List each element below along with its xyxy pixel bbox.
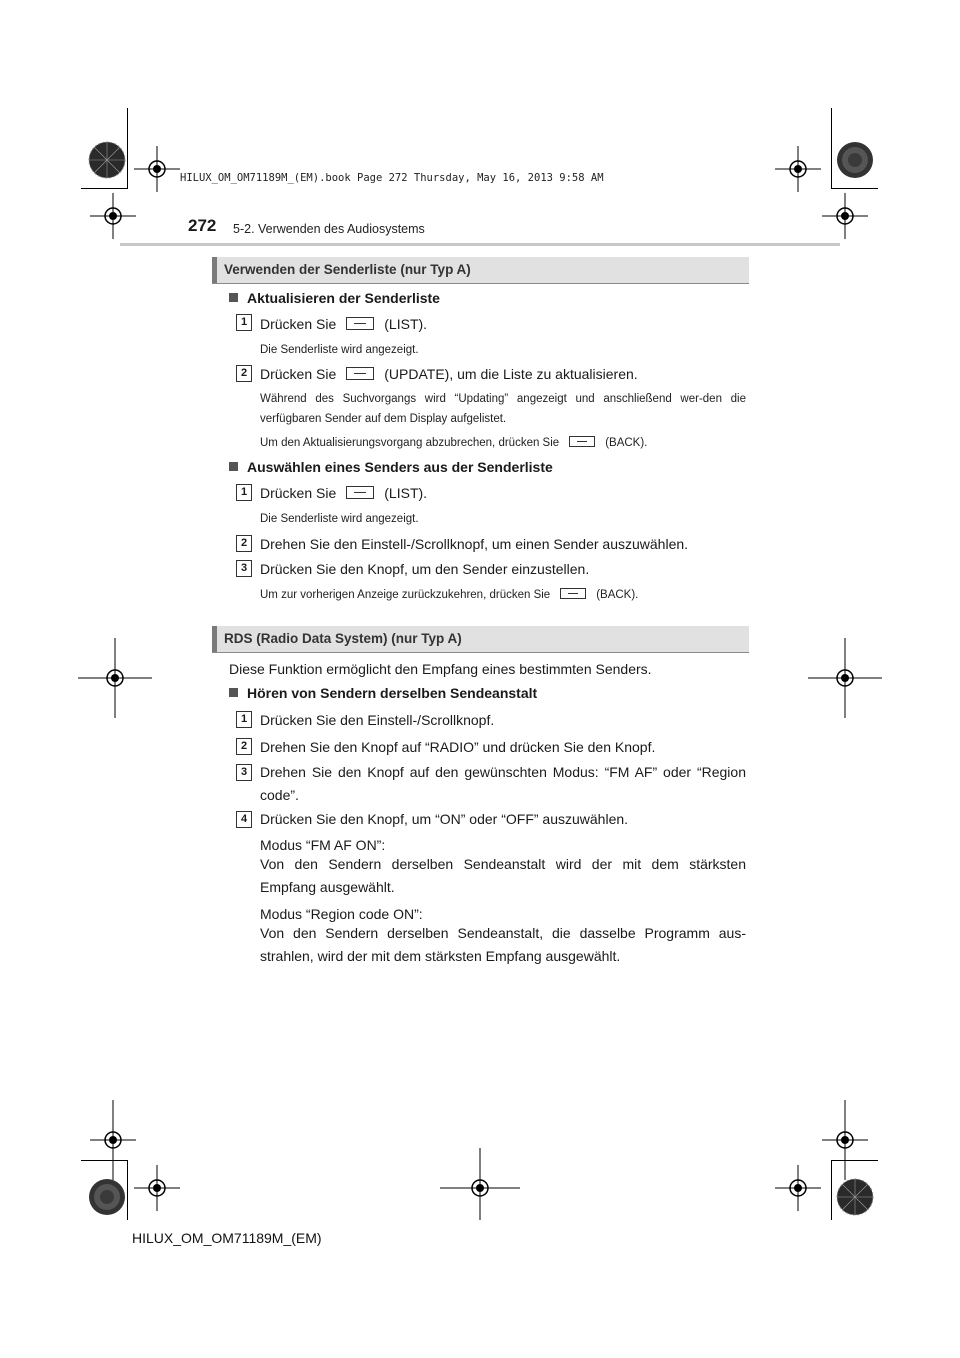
section-title: RDS (Radio Data System) (nur Typ A) — [224, 631, 462, 646]
registration-mark-icon — [822, 1100, 868, 1180]
starburst-target-icon — [836, 1178, 874, 1216]
registration-mark-icon — [775, 146, 821, 192]
crop-mark — [831, 188, 878, 189]
mode-description: Von den Sendern derselben Sendeanstalt, die dasselbe Programm aus-strahlen, wird der mit dem stärksten Empfang ausgewählt. — [260, 925, 746, 964]
square-bullet-icon — [229, 688, 238, 697]
page-number: 272 — [188, 216, 217, 235]
step-text: Drehen Sie den Knopf auf den gewünschten Modus: “FM AF” oder “Region code”. — [260, 764, 746, 803]
section-header: 5-2. Verwenden des Audiosystems — [233, 222, 425, 236]
section-title-bar — [212, 626, 749, 653]
button-key-icon — [346, 367, 374, 380]
button-key-icon — [560, 588, 586, 599]
step-number-box: 1 — [236, 484, 252, 501]
button-key-icon — [346, 317, 374, 330]
note-text-part: (BACK). — [605, 437, 648, 449]
step-number-box: 2 — [236, 535, 252, 552]
square-bullet-icon — [229, 462, 238, 471]
step-number-box: 3 — [236, 560, 252, 577]
registration-mark-icon — [90, 1100, 136, 1180]
section-bar-accent — [212, 257, 217, 283]
registration-mark-icon — [822, 193, 868, 239]
step-text — [260, 363, 746, 386]
dark-target-icon — [836, 141, 874, 179]
step-text: Drücken Sie den Knopf, um den Sender einzustellen. — [260, 561, 590, 577]
step-text: Drücken Sie den Einstell-/Scrollknopf. — [260, 712, 495, 728]
step-text: Drehen Sie den Einstell-/Scrollknopf, um einen Sender auszuwählen. — [260, 536, 689, 552]
step-note — [260, 433, 746, 453]
registration-mark-icon — [78, 638, 152, 718]
step-number-box: 4 — [236, 811, 252, 828]
step-text — [260, 313, 746, 336]
sub-heading-text: Hören von Sendern derselben Sendeanstalt — [247, 685, 538, 701]
book-info-line: HILUX_OM_OM71189M_(EM).book Page 272 Thursday, May 16, 2013 9:58 AM — [180, 172, 604, 184]
step-text-part: (UPDATE), um die Liste zu aktualisieren. — [384, 366, 638, 382]
intro-text: Diese Funktion ermöglicht den Empfang eines bestimmten Senders. — [229, 661, 652, 677]
step-number-box: 2 — [236, 365, 252, 382]
starburst-target-icon — [88, 141, 126, 179]
step-text-part: Drücken Sie — [260, 485, 337, 501]
step-note — [260, 585, 746, 605]
step-text-part: (LIST). — [384, 485, 428, 501]
sub-heading-text: Auswählen eines Senders aus der Senderliste — [247, 459, 553, 475]
step-number-box: 2 — [236, 738, 252, 755]
crop-mark — [127, 108, 128, 188]
mode-label: Modus “FM AF ON”: — [260, 837, 386, 853]
step-text: Drehen Sie den Knopf auf “RADIO” und drücken Sie den Knopf. — [260, 739, 656, 755]
section-bar-accent — [212, 626, 217, 652]
button-key-icon — [346, 486, 374, 499]
note-text-part: (BACK). — [596, 589, 639, 601]
header-rule — [120, 243, 840, 246]
registration-mark-icon — [134, 146, 180, 192]
step-number-box: 1 — [236, 314, 252, 331]
sub-heading — [229, 459, 553, 475]
button-key-icon — [569, 436, 595, 447]
note-text-part: Um zur vorherigen Anzeige zurückzukehren, drücken Sie — [260, 589, 551, 601]
registration-mark-icon — [775, 1165, 821, 1211]
registration-mark-icon — [808, 638, 882, 718]
registration-mark-icon — [440, 1148, 520, 1220]
step-text-part: Drücken Sie — [260, 316, 337, 332]
square-bullet-icon — [229, 293, 238, 302]
step-note: Die Senderliste wird angezeigt. — [260, 513, 419, 525]
crop-mark — [831, 108, 832, 188]
sub-heading-text: Aktualisieren der Senderliste — [247, 290, 440, 306]
step-note: Die Senderliste wird angezeigt. — [260, 344, 419, 356]
mode-description: Von den Sendern derselben Sendeanstalt wird der mit dem stärksten Empfang ausgewählt. — [260, 856, 746, 895]
mode-label: Modus “Region code ON”: — [260, 906, 423, 922]
step-text-part: (LIST). — [384, 316, 428, 332]
crop-mark — [81, 188, 128, 189]
document-code: HILUX_OM_OM71189M_(EM) — [132, 1230, 322, 1246]
dark-target-icon — [88, 1178, 126, 1216]
step-note: Während des Suchvorgangs wird “Updating” angezeigt und anschließend wer-den die verfügbaren Sender auf dem Display aufgelistet. — [260, 393, 746, 425]
section-title-bar — [212, 257, 749, 284]
sub-heading — [229, 685, 537, 701]
step-text — [260, 482, 746, 505]
section-title: Verwenden der Senderliste (nur Typ A) — [224, 262, 471, 277]
step-number-box: 3 — [236, 764, 252, 781]
step-text-part: Drücken Sie — [260, 366, 337, 382]
note-text-part: Um den Aktualisierungsvorgang abzubrechen, drücken Sie — [260, 437, 560, 449]
step-number-box: 1 — [236, 711, 252, 728]
step-text: Drücken Sie den Knopf, um “ON” oder “OFF” auszuwählen. — [260, 811, 629, 827]
registration-mark-icon — [90, 193, 136, 239]
sub-heading — [229, 290, 440, 306]
registration-mark-icon — [134, 1165, 180, 1211]
